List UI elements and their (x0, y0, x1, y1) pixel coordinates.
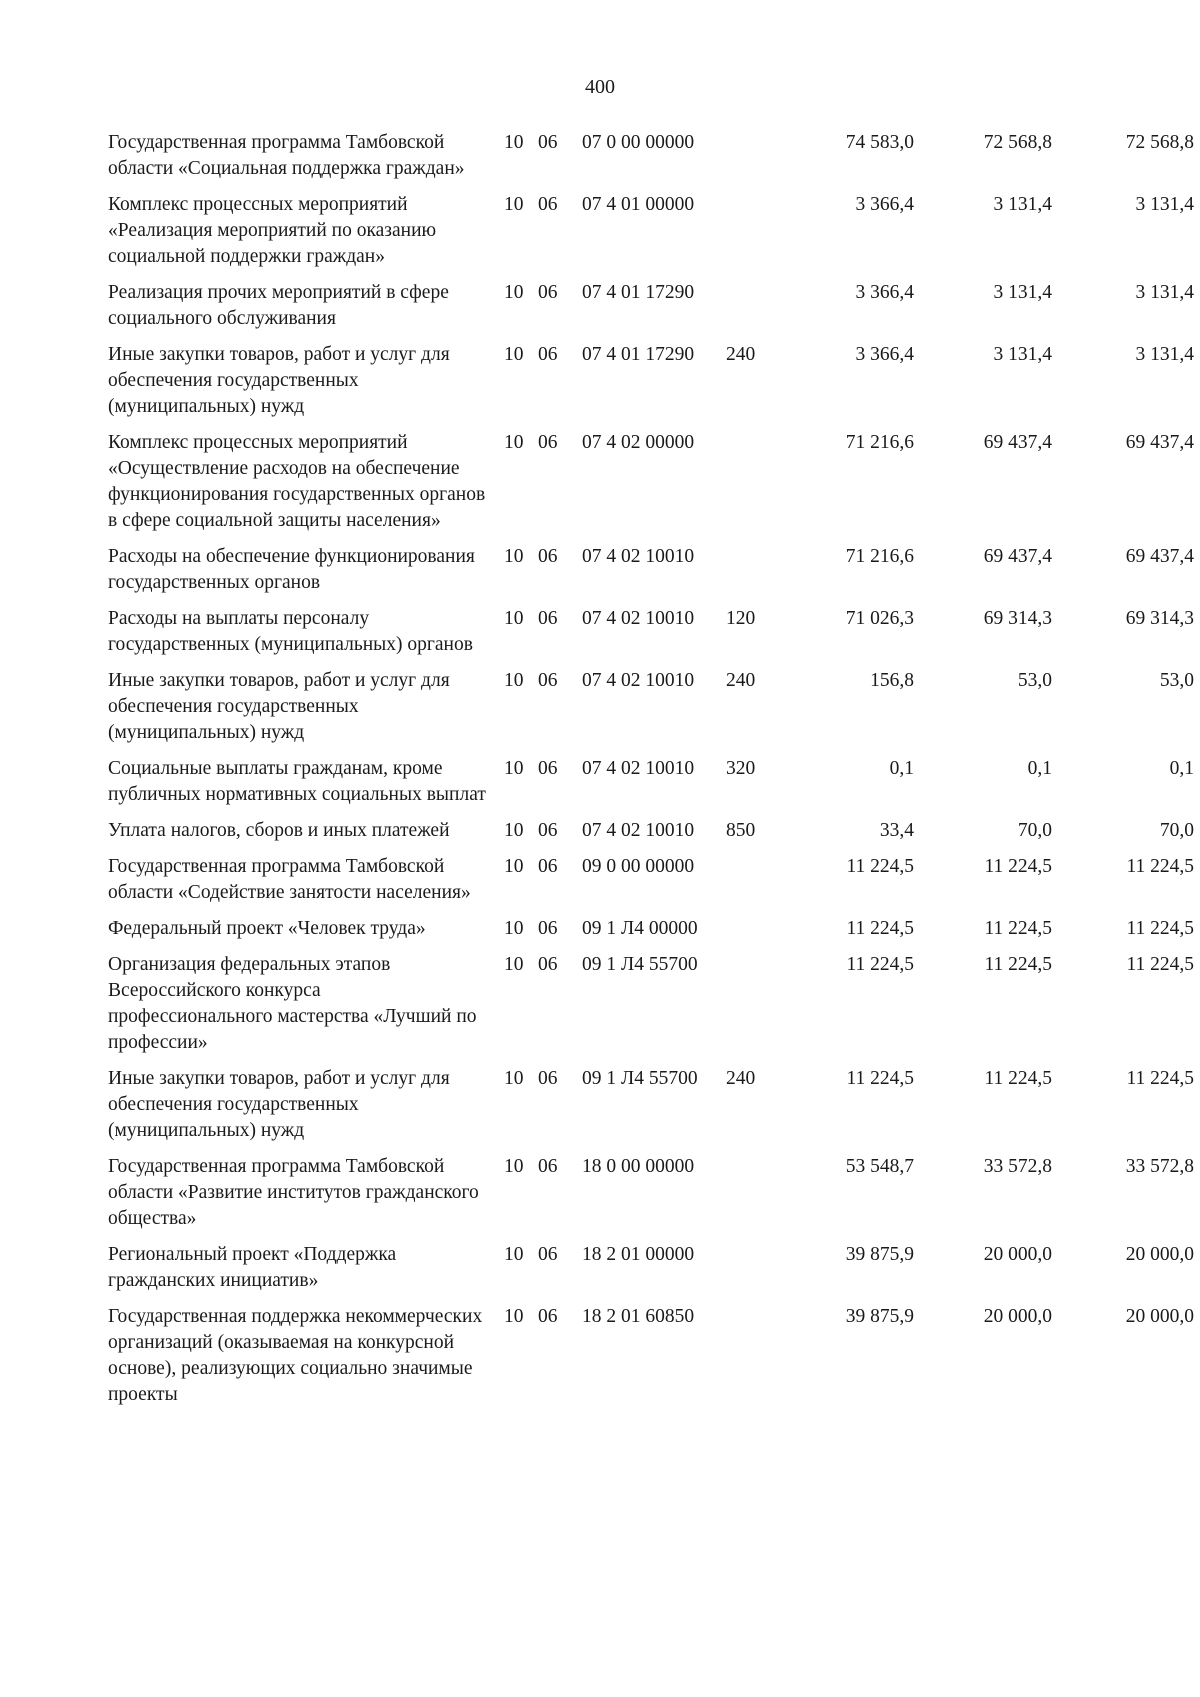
row-amount-year-2: 69 314,3 (983, 608, 1052, 629)
row-amount-year-1: 33,4 (879, 820, 914, 841)
row-amount-year-2: 53,0 (1017, 670, 1052, 691)
row-amount-year-3: 69 437,4 (1125, 546, 1194, 567)
table-row (108, 1154, 1194, 1242)
row-target-article: 07 0 00 00000 (582, 132, 695, 153)
row-expense-type (726, 544, 782, 606)
row-expense-type (726, 1242, 782, 1304)
row-subsection: 06 (538, 608, 558, 629)
budget-table-body (108, 130, 1194, 1418)
row-section: 10 (504, 918, 524, 939)
row-amount-year-3: 69 314,3 (1125, 608, 1194, 629)
row-subsection: 06 (538, 918, 558, 939)
row-subsection: 06 (538, 758, 558, 779)
row-amount-year-2: 20 000,0 (983, 1306, 1052, 1327)
table-row (108, 130, 1194, 192)
row-name: Организация федеральных этапов Всероссийского конкурса профессионального мастерства «Лучший по профессии» (108, 954, 477, 1053)
row-amount-year-3: 11 224,5 (1126, 1068, 1194, 1089)
row-section: 10 (504, 1068, 524, 1089)
row-name: Комплекс процессных мероприятий «Осуществление расходов на обеспечение функционирования государственных органов в сфере социальной защиты населения» (108, 432, 486, 531)
row-amount-year-2: 69 437,4 (983, 546, 1052, 567)
row-amount-year-1: 71 216,6 (845, 546, 914, 567)
row-subsection: 06 (538, 954, 558, 975)
row-section: 10 (504, 1244, 524, 1265)
row-target-article: 18 2 01 00000 (582, 1244, 695, 1265)
row-name: Иные закупки товаров, работ и услуг для обеспечения государственных (муниципальных) нужд (108, 1068, 450, 1141)
row-amount-year-1: 3 366,4 (855, 282, 914, 303)
table-row (108, 818, 1194, 854)
row-amount-year-3: 70,0 (1159, 820, 1194, 841)
row-target-article: 07 4 01 17290 (582, 344, 695, 365)
row-amount-year-3: 33 572,8 (1125, 1156, 1194, 1177)
table-row (108, 192, 1194, 280)
row-subsection: 06 (538, 546, 558, 567)
row-section: 10 (504, 432, 524, 453)
row-subsection: 06 (538, 132, 558, 153)
row-amount-year-2: 11 224,5 (984, 1068, 1052, 1089)
row-expense-type: 240 (726, 670, 756, 691)
row-amount-year-3: 72 568,8 (1125, 132, 1194, 153)
row-amount-year-1: 156,8 (870, 670, 914, 691)
table-row (108, 430, 1194, 544)
row-amount-year-1: 3 366,4 (855, 194, 914, 215)
row-section: 10 (504, 282, 524, 303)
row-target-article: 09 1 Л4 55700 (582, 954, 698, 975)
row-name: Региональный проект «Поддержка гражданских инициатив» (108, 1244, 397, 1291)
row-name: Иные закупки товаров, работ и услуг для обеспечения государственных (муниципальных) нужд (108, 344, 450, 417)
row-target-article: 07 4 02 00000 (582, 432, 695, 453)
row-section: 10 (504, 856, 524, 877)
table-row (108, 854, 1194, 916)
row-amount-year-3: 53,0 (1159, 670, 1194, 691)
row-amount-year-1: 11 224,5 (846, 954, 914, 975)
row-amount-year-3: 11 224,5 (1126, 918, 1194, 939)
row-target-article: 09 1 Л4 55700 (582, 1068, 698, 1089)
row-amount-year-1: 53 548,7 (845, 1156, 914, 1177)
row-subsection: 06 (538, 344, 558, 365)
row-amount-year-1: 11 224,5 (846, 1068, 914, 1089)
row-section: 10 (504, 758, 524, 779)
row-section: 10 (504, 194, 524, 215)
row-expense-type (726, 130, 782, 192)
row-amount-year-3: 0,1 (1169, 758, 1194, 779)
row-amount-year-1: 3 366,4 (855, 344, 914, 365)
table-row (108, 342, 1194, 430)
row-name: Государственная поддержка некоммерческих организаций (оказываемая на конкурсной основе), реализующих социально значимые проекты (108, 1306, 483, 1405)
row-target-article: 07 4 02 10010 (582, 820, 695, 841)
row-amount-year-2: 20 000,0 (983, 1244, 1052, 1265)
row-amount-year-3: 3 131,4 (1135, 282, 1194, 303)
row-amount-year-3: 20 000,0 (1125, 1244, 1194, 1265)
row-amount-year-1: 11 224,5 (846, 856, 914, 877)
row-amount-year-2: 3 131,4 (993, 194, 1052, 215)
row-amount-year-2: 70,0 (1017, 820, 1052, 841)
row-target-article: 07 4 02 10010 (582, 758, 695, 779)
row-expense-type: 120 (726, 608, 756, 629)
row-amount-year-1: 0,1 (889, 758, 914, 779)
row-target-article: 09 0 00 00000 (582, 856, 695, 877)
row-name: Социальные выплаты гражданам, кроме публичных нормативных социальных выплат (108, 758, 486, 805)
row-subsection: 06 (538, 820, 558, 841)
row-expense-type (726, 854, 782, 916)
row-subsection: 06 (538, 1156, 558, 1177)
row-amount-year-1: 71 216,6 (845, 432, 914, 453)
row-amount-year-2: 11 224,5 (984, 954, 1052, 975)
row-subsection: 06 (538, 1244, 558, 1265)
row-section: 10 (504, 546, 524, 567)
row-expense-type (726, 1154, 782, 1242)
row-name: Уплата налогов, сборов и иных платежей (108, 820, 450, 841)
row-section: 10 (504, 954, 524, 975)
row-amount-year-3: 3 131,4 (1135, 344, 1194, 365)
row-name: Расходы на обеспечение функционирования государственных органов (108, 546, 475, 593)
table-row (108, 1066, 1194, 1154)
row-name: Государственная программа Тамбовской области «Развитие институтов гражданского общества» (108, 1156, 479, 1229)
row-section: 10 (504, 820, 524, 841)
row-target-article: 07 4 01 17290 (582, 282, 695, 303)
row-name: Государственная программа Тамбовской области «Социальная поддержка граждан» (108, 132, 465, 179)
row-section: 10 (504, 608, 524, 629)
table-row (108, 544, 1194, 606)
row-target-article: 07 4 02 10010 (582, 670, 695, 691)
row-expense-type (726, 430, 782, 544)
row-target-article: 18 0 00 00000 (582, 1156, 695, 1177)
row-section: 10 (504, 1306, 524, 1327)
row-subsection: 06 (538, 856, 558, 877)
row-name: Расходы на выплаты персоналу государственных (муниципальных) органов (108, 608, 473, 655)
row-expense-type (726, 916, 782, 952)
row-expense-type: 240 (726, 344, 756, 365)
row-expense-type (726, 1304, 782, 1418)
row-target-article: 07 4 02 10010 (582, 546, 695, 567)
row-amount-year-3: 3 131,4 (1135, 194, 1194, 215)
row-expense-type (726, 280, 782, 342)
row-amount-year-2: 11 224,5 (984, 856, 1052, 877)
row-target-article: 18 2 01 60850 (582, 1306, 695, 1327)
row-amount-year-1: 74 583,0 (845, 132, 914, 153)
row-subsection: 06 (538, 194, 558, 215)
row-name: Комплекс процессных мероприятий «Реализация мероприятий по оказанию социальной поддержки граждан» (108, 194, 437, 267)
row-target-article: 09 1 Л4 00000 (582, 918, 698, 939)
row-expense-type (726, 952, 782, 1066)
table-row (108, 756, 1194, 818)
row-expense-type (726, 192, 782, 280)
row-section: 10 (504, 132, 524, 153)
row-target-article: 07 4 02 10010 (582, 608, 695, 629)
row-amount-year-2: 69 437,4 (983, 432, 1052, 453)
row-amount-year-1: 11 224,5 (846, 918, 914, 939)
budget-table (108, 130, 1194, 1418)
row-subsection: 06 (538, 1306, 558, 1327)
row-amount-year-1: 39 875,9 (845, 1306, 914, 1327)
row-name: Реализация прочих мероприятий в сфере социального обслуживания (108, 282, 449, 329)
row-amount-year-2: 33 572,8 (983, 1156, 1052, 1177)
row-amount-year-3: 11 224,5 (1126, 954, 1194, 975)
row-amount-year-2: 3 131,4 (993, 344, 1052, 365)
row-amount-year-1: 71 026,3 (845, 608, 914, 629)
row-amount-year-2: 3 131,4 (993, 282, 1052, 303)
table-row (108, 916, 1194, 952)
row-amount-year-2: 0,1 (1027, 758, 1052, 779)
row-name: Государственная программа Тамбовской области «Содействие занятости населения» (108, 856, 471, 903)
row-name: Иные закупки товаров, работ и услуг для обеспечения государственных (муниципальных) нужд (108, 670, 450, 743)
row-amount-year-1: 39 875,9 (845, 1244, 914, 1265)
table-row (108, 952, 1194, 1066)
row-name: Федеральный проект «Человек труда» (108, 918, 426, 939)
table-row (108, 606, 1194, 668)
row-target-article: 07 4 01 00000 (582, 194, 695, 215)
row-amount-year-2: 11 224,5 (984, 918, 1052, 939)
table-row (108, 1242, 1194, 1304)
page-number: 400 (585, 76, 615, 98)
table-row (108, 668, 1194, 756)
row-subsection: 06 (538, 670, 558, 691)
row-expense-type: 240 (726, 1068, 756, 1089)
table-row (108, 280, 1194, 342)
row-amount-year-2: 72 568,8 (983, 132, 1052, 153)
row-amount-year-3: 20 000,0 (1125, 1306, 1194, 1327)
table-row (108, 1304, 1194, 1418)
row-subsection: 06 (538, 282, 558, 303)
row-section: 10 (504, 1156, 524, 1177)
row-expense-type: 850 (726, 820, 756, 841)
row-subsection: 06 (538, 432, 558, 453)
row-section: 10 (504, 344, 524, 365)
row-amount-year-3: 69 437,4 (1125, 432, 1194, 453)
row-subsection: 06 (538, 1068, 558, 1089)
row-section: 10 (504, 670, 524, 691)
row-amount-year-3: 11 224,5 (1126, 856, 1194, 877)
row-expense-type: 320 (726, 758, 756, 779)
